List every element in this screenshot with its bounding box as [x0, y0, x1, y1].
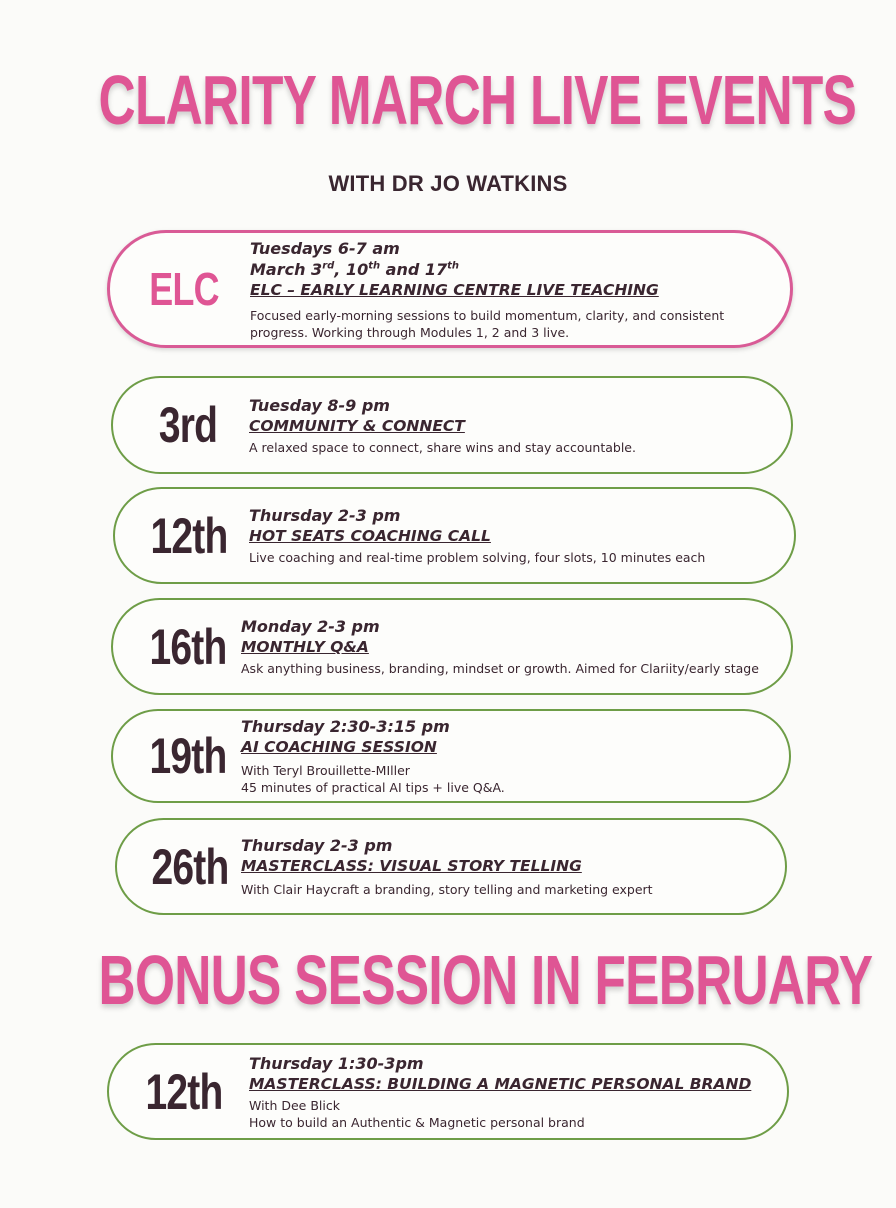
event-name: MONTHLY Q&A [241, 638, 369, 656]
event-card [111, 598, 793, 695]
event-date: 12th [145, 1063, 223, 1120]
event-time: Thursday 2-3 pm [241, 836, 393, 855]
event-time: Monday 2-3 pm [241, 617, 380, 636]
event-date: ELC [149, 263, 219, 315]
event-time: Thursday 1:30-3pm [249, 1053, 424, 1073]
event-description: Focused early-morning sessions to build momentum, clarity, and consistent progress. Working through Modules 1, 2 and 3 live. [250, 307, 725, 340]
event-name: MASTERCLASS: BUILDING A MAGNETIC PERSONAL BRAND [249, 1074, 752, 1093]
page-title: CLARITY MARCH LIVE EVENTS [98, 61, 857, 139]
event-name: HOT SEATS COACHING CALL [249, 527, 491, 545]
event-description: A relaxed space to connect, share wins and stay accountable. [249, 439, 636, 455]
event-name: COMMUNITY & CONNECT [249, 416, 465, 435]
event-time: Thursday 2:30-3:15 pm [241, 717, 450, 736]
event-card [111, 376, 793, 474]
event-date: 16th [149, 618, 227, 675]
event-date: 26th [151, 838, 229, 895]
event-name: AI COACHING SESSION [241, 738, 437, 756]
event-name: ELC – EARLY LEARNING CENTRE LIVE TEACHING [250, 280, 659, 299]
event-date: 3rd [158, 397, 218, 453]
event-description: With Clair Haycraft a branding, story telling and marketing expert [241, 882, 653, 897]
bonus-title: BONUS SESSION IN FEBRUARY [98, 941, 873, 1019]
event-description: How to build an Authentic & Magnetic personal brand [249, 1114, 585, 1130]
bonus-event-card [107, 1043, 789, 1140]
event-card [113, 487, 796, 584]
event-time: Thursday 2-3 pm [249, 506, 401, 525]
event-host: With Teryl Brouillette-MIller [241, 763, 410, 778]
event-card [115, 818, 787, 915]
event-description: Live coaching and real-time problem solving, four slots, 10 minutes each [249, 550, 706, 565]
event-date: 19th [149, 728, 227, 784]
event-description: Ask anything business, branding, mindset or growth. Aimed for Clariity/early stage [241, 661, 759, 676]
event-card [111, 709, 791, 803]
event-description: 45 minutes of practical AI tips + live Q&A. [241, 780, 505, 795]
event-card-elc [107, 230, 793, 348]
event-dates: March 3rd, 10th and 17th [250, 259, 460, 279]
event-host: With Dee Blick [249, 1097, 340, 1113]
event-time: Tuesdays 6-7 am [250, 238, 400, 258]
event-time: Tuesday 8-9 pm [249, 395, 390, 415]
event-name: MASTERCLASS: VISUAL STORY TELLING [241, 857, 582, 875]
page-subtitle: WITH DR JO WATKINS [328, 171, 568, 196]
event-date: 12th [150, 507, 228, 564]
